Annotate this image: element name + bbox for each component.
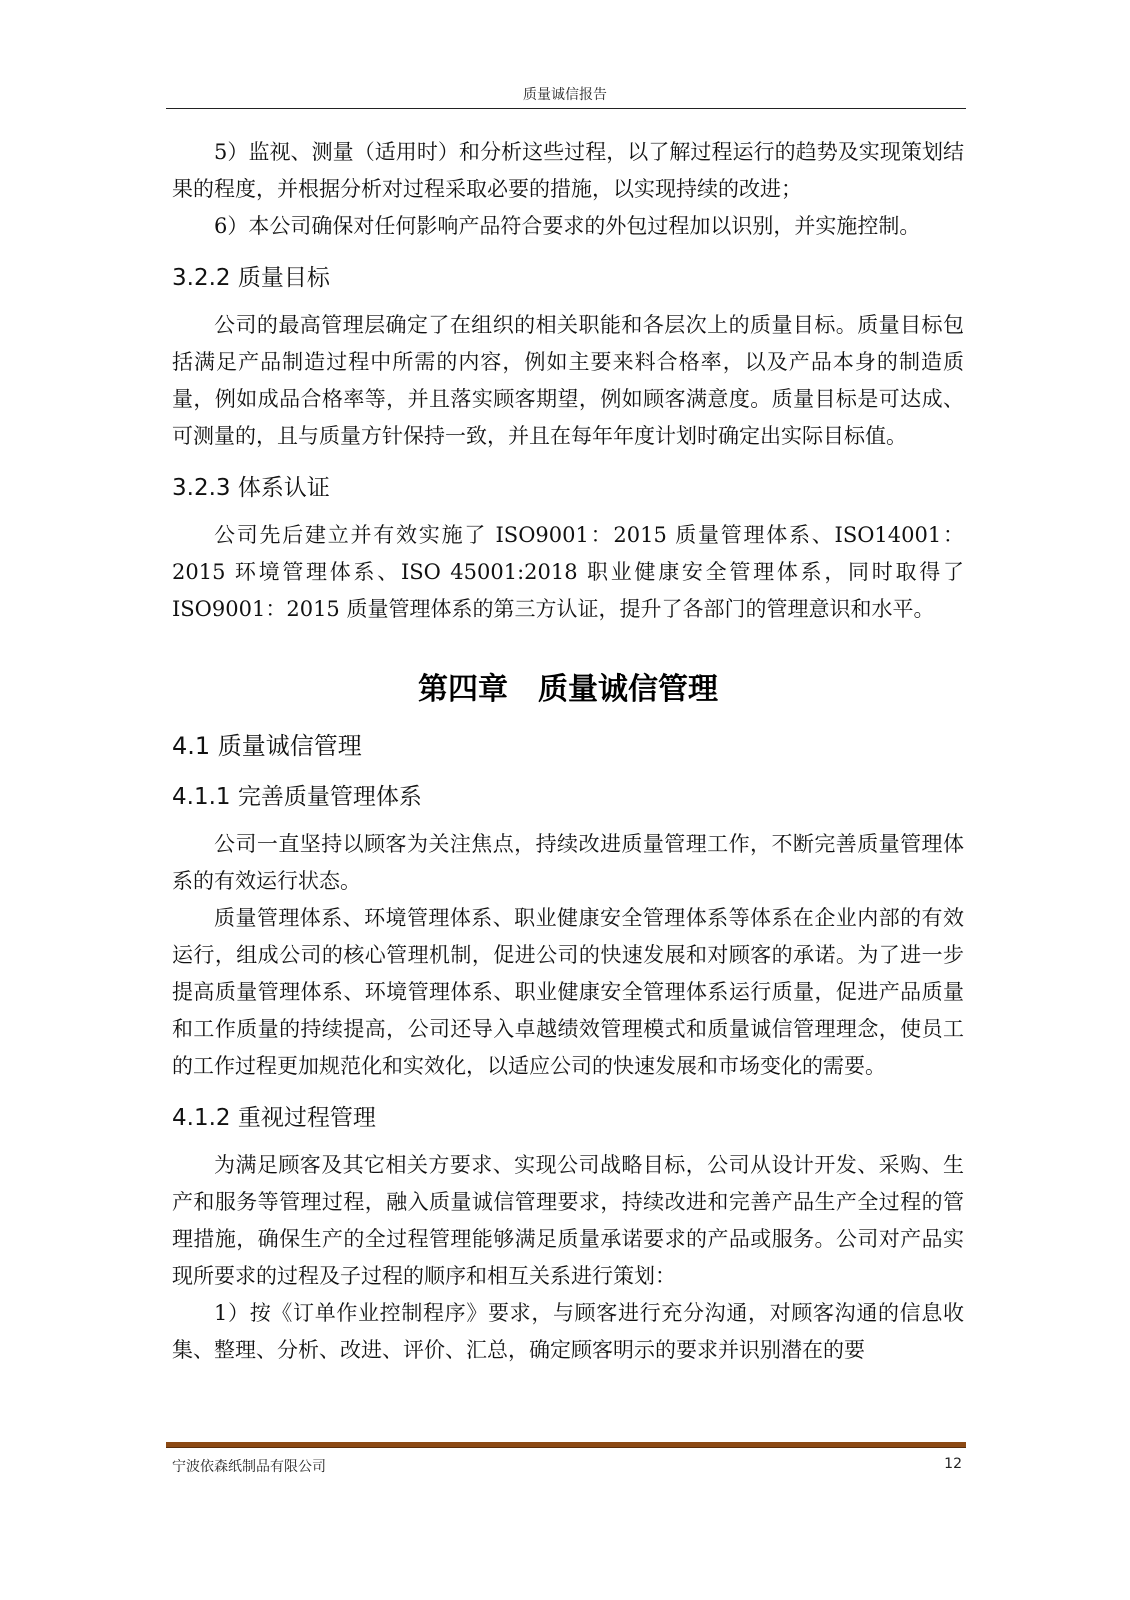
- header-divider: [166, 108, 966, 109]
- section-heading-3-2-2: 3.2.2 质量目标: [172, 265, 330, 291]
- chapter-title: 第四章 质量诚信管理: [418, 672, 718, 707]
- footer-divider: [166, 1442, 966, 1448]
- paragraph-process-management: 为满足顾客及其它相关方要求、实现公司战略目标，公司从设计开发、采购、生产和服务等管理过程，融入质量诚信管理要求，持续改进和完善产品生产全过程的管理措施，确保生产的全过程管理能够满足质量承诺要求的产品或服务。公司对产品实现所要求的过程及子过程的顺序和相互关系进行策划：: [172, 1153, 964, 1288]
- paragraph-certification: 公司先后建立并有效实施了 ISO9001：2015 质量管理体系、ISO14001：2015 环境管理体系、ISO 45001:2018 职业健康安全管理体系，同时取得了 ISO9001：2015 质量管理体系的第三方认证，提升了各部门的管理意识和水平。: [172, 523, 964, 621]
- footer-company-name: 宁波依森纸制品有限公司: [172, 1459, 326, 1475]
- page-number: 12: [944, 1456, 962, 1472]
- paragraph-order-control: 1）按《订单作业控制程序》要求，与顾客进行充分沟通，对顾客沟通的信息收集、整理、分析、改进、评价、汇总，确定顾客明示的要求并识别潜在的要: [172, 1301, 964, 1362]
- paragraph-management-systems: 质量管理体系、环境管理体系、职业健康安全管理体系等体系在企业内部的有效运行，组成公司的核心管理机制，促进公司的快速发展和对顾客的承诺。为了进一步提高质量管理体系、环境管理体系、职业健康安全管理体系运行质量，促进产品质量和工作质量的持续提高，公司还导入卓越绩效管理模式和质量诚信管理理念，使员工的工作过程更加规范化和实效化，以适应公司的快速发展和市场变化的需要。: [172, 906, 964, 1078]
- document-body: [172, 134, 964, 1369]
- section-heading-4-1-2: 4.1.2 重视过程管理: [172, 1105, 376, 1131]
- paragraph-outsourcing: 6）本公司确保对任何影响产品符合要求的外包过程加以识别，并实施控制。: [214, 214, 921, 238]
- section-heading-3-2-3: 3.2.3 体系认证: [172, 475, 330, 501]
- section-heading-4-1: 4.1 质量诚信管理: [172, 732, 362, 760]
- paragraph-monitoring: 5）监视、测量（适用时）和分析这些过程，以了解过程运行的趋势及实现策划结果的程度，并根据分析对过程采取必要的措施，以实现持续的改进；: [172, 140, 964, 201]
- paragraph-quality-objectives: 公司的最高管理层确定了在组织的相关职能和各层次上的质量目标。质量目标包括满足产品制造过程中所需的内容，例如主要来料合格率，以及产品本身的制造质量，例如成品合格率等，并且落实顾客期望，例如顾客满意度。质量目标是可达成、可测量的，且与质量方针保持一致，并且在每年年度计划时确定出实际目标值。: [172, 313, 964, 448]
- header-title: 质量诚信报告: [523, 87, 607, 103]
- paragraph-customer-focus: 公司一直坚持以顾客为关注焦点，持续改进质量管理工作，不断完善质量管理体系的有效运行状态。: [172, 832, 964, 893]
- section-heading-4-1-1: 4.1.1 完善质量管理体系: [172, 784, 422, 810]
